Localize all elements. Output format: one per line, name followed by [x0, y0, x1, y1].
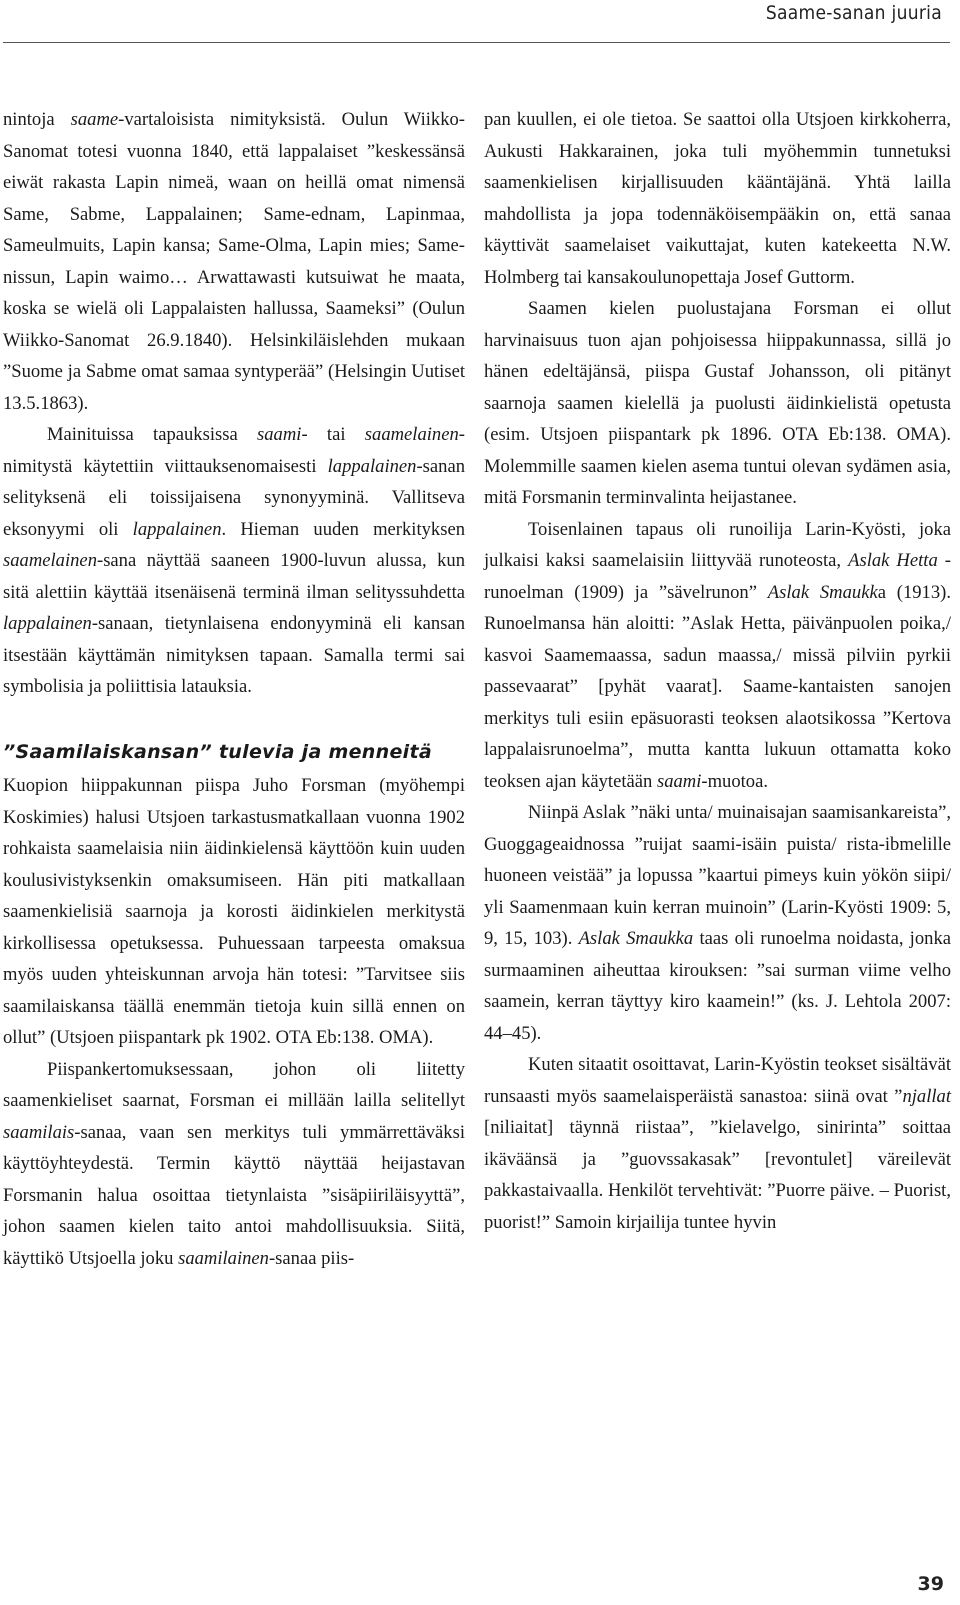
italic-term: Aslak Smaukk	[767, 581, 878, 603]
paragraph	[484, 797, 951, 1049]
italic-term: Aslak Smaukka	[578, 928, 694, 949]
text-run: vartaloisista nimityksistä. Oulun Wiikko-Sanomat totesi vuonna 1840, että lappalaiset ”keskessänsä eiwät rakasta Lapin nimeä, waan on heillä omat nimensä Same, Sabme, Lappalainen; Same-ednam, Lapinmaa, Sameulmuits, Lapin kansa; Same-Olma, Lapin mies; Same-nissun, Lapin waimo… Arwattawasti kutsuiwat he maata, koska se wielä oli Lappalaisten hallussa, Saameksi” (Oulun Wiikko-Sanomat 26.9.1840). Helsinkiläislehden mukaan ”Suome ja Sabme omat samaa syntyperää” (Helsingin Uutiset 13.5.1863).	[3, 109, 466, 414]
italic-term: saami	[656, 770, 702, 792]
text-run: Saamen kielen puolustajana Forsman ei ollut harvinaisuus tuon ajan pohjoisessa hiippakunnassa, sillä jo hänen edeltäjänsä, piispa Gustaf Johansson, oli pitänyt saarnoja saamen kielellä ja puolusti äidinkielistä opetusta (esim. Utsjoen piispantark pk 1896. OTA Eb:138. OMA). Molemmille saamen kielen asema tuntui olevan sydämen asia, mitä Forsmanin terminvalinta heijastanee.	[484, 298, 951, 508]
text-run: Piispankertomuksessaan, johon oli liitetty saamenkieliset saarnat, Forsman ei millään lailla selitellyt	[3, 1058, 465, 1111]
paragraph	[3, 419, 465, 703]
section-heading: ”Saamilaiskansan” tulevia ja menneitä	[3, 740, 432, 763]
text-run: Kuopion hiippakunnan piispa Juho Forsman (myöhempi Koskimies) halusi Utsjoen tarkastusmatkallaan vuonna 1902 rohkaista saamelaisia niin äidinkielensä käyttöön kuin uuden koulusivistyksenkin omaksumiseen. Hän piti matkallaan saamenkielisiä saarnoja ja korosti äidinkielen merkitystä kirkollisessa opetuksessa. Puhuessaan tarpeesta omaksua myös uuden yhteiskunnan arvoja hän totesi: ”Tarvitsee siis saamilaiskansa täällä enemmän tietoja kuin sillä ennen on ollut” (Utsjoen piispantark pk 1902. OTA Eb:138. OMA).	[3, 775, 465, 1048]
italic-term: saamilais	[3, 1121, 75, 1143]
page-number: 39	[917, 1573, 944, 1595]
italic-term: lappalainen	[132, 518, 222, 540]
paragraph	[3, 770, 465, 1054]
italic-term: lappalainen	[3, 613, 92, 634]
italic-term: lappalainen	[327, 455, 417, 477]
paragraph	[484, 293, 951, 514]
left-column	[3, 104, 465, 1274]
paragraph	[484, 514, 951, 798]
text-run: -runoelman (1909) ja ”sävelrunon”	[484, 550, 951, 603]
italic-term: Aslak Hetta	[848, 550, 938, 571]
running-title: Saame-sanan juuria	[765, 2, 942, 24]
italic-term: njallat	[902, 1085, 951, 1107]
text-run: a (1913). Runoelmansa hän aloitti: ”Aslak Hetta, päivänpuolen poika,/ kasvoi Saamemaassa, sadun maassa,/ missä pilviin pyrkii passevaarat” [pyhät vaarat]. Saame-kantaisten sanojen merkitys tuli esiin epäsuorasti teoksen alaotsikossa ”Kertova lappalaisrunoelma”, mutta kantta lukuun ottamatta koko teoksen ajan käytetään	[484, 581, 951, 792]
header-rule	[3, 42, 950, 43]
text-run: -sanan selityksenä eli toissijaisena synonyyminä. Vallitseva eksonyymi oli	[3, 455, 465, 540]
italic-term: saamelainen	[3, 550, 97, 571]
text-run: -sanaa, vaan sen merkitys tuli ymmärrettäväksi käyttöyhteydestä. Termin käyttö näyttää heijastavan Forsmanin halua osoittaa tietynlaista ”sisäpiiriläisyyttä”, johon saamen kielen taito antoi mahdollisuuksia. Siitä, käyttikö Utsjoella joku	[3, 1121, 465, 1269]
italic-term: saame-	[70, 109, 125, 130]
text-run: -sanaan, tietynlaisena endonyyminä eli kansan itsestään käyttämän nimityksen tapaan. Samalla termi sai symbolisia ja poliittisia latauksia.	[3, 613, 465, 697]
text-run: nintoja	[3, 109, 71, 130]
paragraph	[3, 104, 465, 419]
text-run: Niinpä Aslak ”näki unta/ muinaisajan saamisankareista”, Guoggageaidnossa ”ruijat saami-isäin puista/ rista-ibmelille huoneen veistää” ja lopussa ”kaartui pimeys kuin yökön siipi/ yli Saamenmaan kuin kerran muinoin” (Larin-Kyösti 1909: 5, 9, 15, 103).	[484, 802, 951, 949]
paragraph	[3, 1054, 465, 1275]
text-run: Toisenlainen tapaus oli runoilija Larin-Kyösti, joka julkaisi kaksi saamelaisiin liittyvää runoteosta,	[484, 518, 951, 571]
text-run: taas oli runoelma noidasta, jonka surmaaminen aiheuttaa kirouksen: ”sai surman viime velho saamein, kerran täyttyy kiro kaamein!” (ks. J. Lehtola 2007: 44–45).	[484, 928, 951, 1044]
italic-term: saamilainen	[178, 1247, 269, 1269]
text-run: -sanaa piis-	[268, 1247, 355, 1269]
paragraph	[484, 104, 951, 293]
text-run: tai	[307, 424, 365, 445]
text-run: [niliaitat] täynnä riistaa”, ”kielavelgo, sinirinta” soittaa ikäväänsä ja ”guovssakasak” [revontulet] väreilevät pakkastaivaalla. Henkilöt tervehtivät: ”Puorre päive. – Puorist, puorist!” Samoin kirjailija tuntee hyvin	[484, 1117, 951, 1233]
text-run: -muotoa.	[701, 770, 769, 792]
italic-term: saami-	[257, 424, 308, 445]
text-run: -nimitystä käytettiin viittauksenomaisesti	[3, 424, 465, 477]
right-column	[484, 104, 951, 1238]
italic-term: saamelainen	[364, 424, 459, 445]
text-run: . Hieman uuden merkityksen	[221, 518, 465, 540]
text-run: Kuten sitaatit osoittavat, Larin-Kyöstin teokset sisältävät runsaasti myös saamelaisperäistä sanastoa: siinä ovat ”	[484, 1054, 951, 1107]
text-run: Mainituissa tapauksissa	[47, 424, 258, 445]
text-run: -sana näyttää saaneen 1900-luvun alussa, kun sitä alettiin käyttää itsenäisenä terminä ilman selityssuhdetta	[3, 550, 465, 603]
text-run: pan kuullen, ei ole tietoa. Se saattoi olla Utsjoen kirkkoherra, Aukusti Hakkarainen, joka tuli myöhemmin tunnetuksi saamenkielisen kirjallisuuden kääntäjänä. Yhtä lailla mahdollista ja jopa todennäköisempääkin on, että sanaa käyttivät saamelaiset vaikuttajat, kuten katekeetta N.W. Holmberg tai kansakoulunopettaja Josef Guttorm.	[484, 109, 951, 288]
paragraph	[484, 1049, 951, 1238]
